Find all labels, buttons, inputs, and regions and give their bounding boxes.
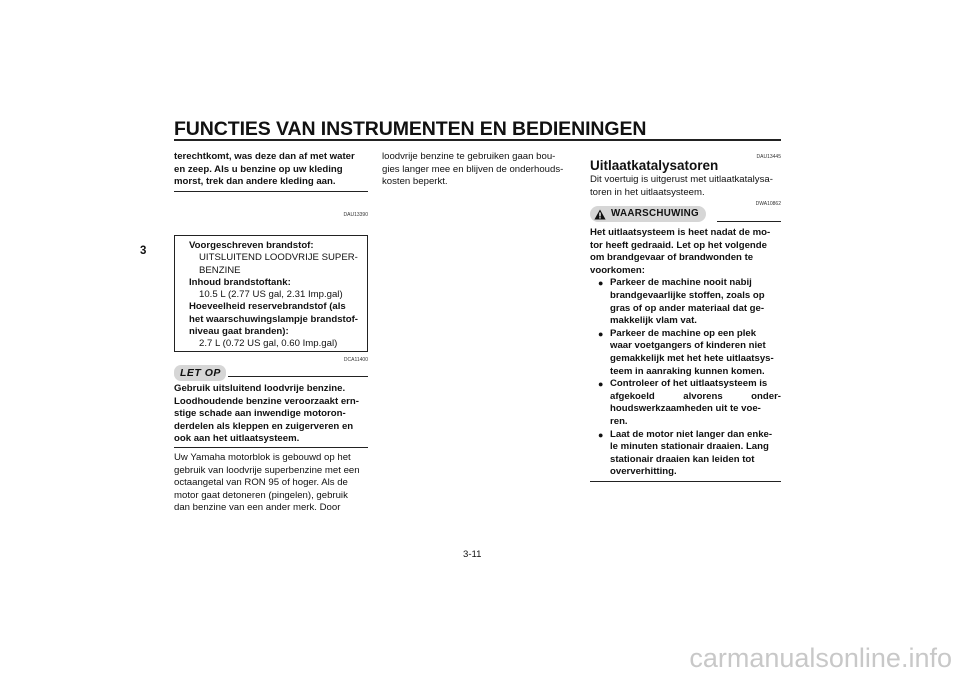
watermark: carmanualsonline.info [689,643,952,673]
warning-triangle-icon [594,209,606,220]
spec-line: 2.7 L (0.72 US gal, 0.60 Imp.gal) [199,338,338,350]
text-line: octaangetal van RON 95 of hoger. Als de [174,477,348,489]
text-line: motor gaat detoneren (pingelen), gebruik [174,489,348,501]
list-item [590,429,781,479]
section-code: DAU13445 [756,154,781,160]
warning-rule-top [717,221,781,222]
warning-badge [590,206,706,225]
page-number: 3-11 [463,549,482,560]
text-line: tor heeft gedraaid. Let op het volgende [590,239,767,251]
fuel-body-text [174,452,368,515]
warning-end-rule [174,191,368,192]
text-line: en zeep. Als u benzine op uw kleding [174,163,343,175]
list-item [590,328,781,378]
spec-line: Hoeveelheid reservebrandstof (als [189,301,346,313]
title-rule [174,139,781,141]
text-line: Gebruik uitsluitend loodvrije benzine. [174,383,346,394]
caution-code: DCA11400 [343,357,368,363]
section-code: DAU13390 [343,212,368,218]
text-line: teem in aanraking kunnen komen. [610,365,765,377]
text-line: voorkomen: [590,264,645,276]
catalyst-intro-text [590,174,782,199]
text-line: Het uitlaatsysteem is heet nadat de mo- [590,227,771,238]
list-item [590,378,781,428]
text-line: le minuten stationair draaien. Lang [610,441,769,453]
bullet-icon: ● [598,328,604,339]
caution-rule-bottom [174,447,368,448]
text-line: morst, trek dan andere kleding aan. [174,176,336,188]
text-line: gebruik van loodvrije superbenzine met een [174,464,360,476]
text-line: oververhitting. [610,466,677,478]
bullet-icon: ● [598,429,604,440]
text-line: Dit voertuig is uitgerust met uitlaatkatalysa- [590,174,773,185]
spec-line: Inhoud brandstoftank: [189,276,291,288]
text-line: stationair draaien kan leiden tot [610,453,755,465]
text-line: dan benzine van een ander merk. Door [174,502,341,514]
text-line: ren. [610,415,628,427]
text-line: loodvrije benzine te gebruiken gaan bou- [382,151,556,162]
warning-label: WAARSCHUWING [611,208,699,219]
spec-line: Voorgeschreven brandstof: [189,240,314,251]
text-line: Laat de motor niet langer dan enke- [610,428,773,440]
warning-text [590,227,781,479]
text-line: ook aan het uitlaatsysteem. [174,433,300,445]
fuel-spec-box [174,235,368,352]
text-line: gies langer mee en blijven de onderhouds- [382,163,564,175]
text-line: waar voetgangers of kinderen niet [610,340,766,352]
spec-line: UITSLUITEND LOODVRIJE SUPER- [199,252,358,264]
chapter-tab: 3 [140,245,147,257]
spec-line: 10.5 L (2.77 US gal, 2.31 Imp.gal) [199,289,343,301]
text-line: gemakkelijk met het hete uitlaatsys- [610,352,774,364]
page-title: FUNCTIES VAN INSTRUMENTEN EN BEDIENINGEN [174,118,647,140]
text-line: makkelijk vlam vat. [610,315,697,327]
text-line: derdelen als kleppen en zuigerveren en [174,420,354,432]
spec-line: het waarschuwingslampje brandstof- [189,313,358,325]
text-line: Uw Yamaha motorblok is gebouwd op het [174,452,351,463]
text-line: Parkeer de machine op een plek [610,327,757,339]
bullet-icon: ● [598,379,604,390]
text-line: gras of op ander materiaal dat ge- [610,302,765,314]
caution-badge [174,363,226,381]
text-line: Controleer of het uitlaatsysteem is [610,378,768,390]
spec-line: BENZINE [199,264,241,276]
list-item [590,277,781,327]
text-line: stige schade aan inwendige motoron- [174,408,346,420]
section-heading: Uitlaatkatalysatoren [590,158,719,173]
text-line: houdswerkzaamheden uit te voe- [610,403,761,415]
spec-line: niveau gaat branden): [189,326,289,338]
text-line: om brandgevaar of brandwonden te [590,252,754,264]
warning-rule-bottom [590,481,781,482]
caution-rule-top [228,376,368,377]
text-line: Loodhoudende benzine veroorzaakt ern- [174,395,359,407]
caution-text [174,383,368,446]
text-line: afgekoeld alvorens onder- [610,390,781,402]
warning-code: DWA10862 [755,201,781,207]
text-line: kosten beperkt. [382,176,448,188]
text-line: terechtkomt, was deze dan af met water [174,151,355,162]
text-line: brandgevaarlijke stoffen, zoals op [610,289,765,301]
text-line: toren in het uitlaatsysteem. [590,186,705,198]
middle-body-text [382,151,576,189]
bullet-icon: ● [598,278,604,289]
warning-end-text [174,151,368,189]
caution-label: LET OP [174,365,226,381]
text-line: Parkeer de machine nooit nabij [610,277,752,289]
